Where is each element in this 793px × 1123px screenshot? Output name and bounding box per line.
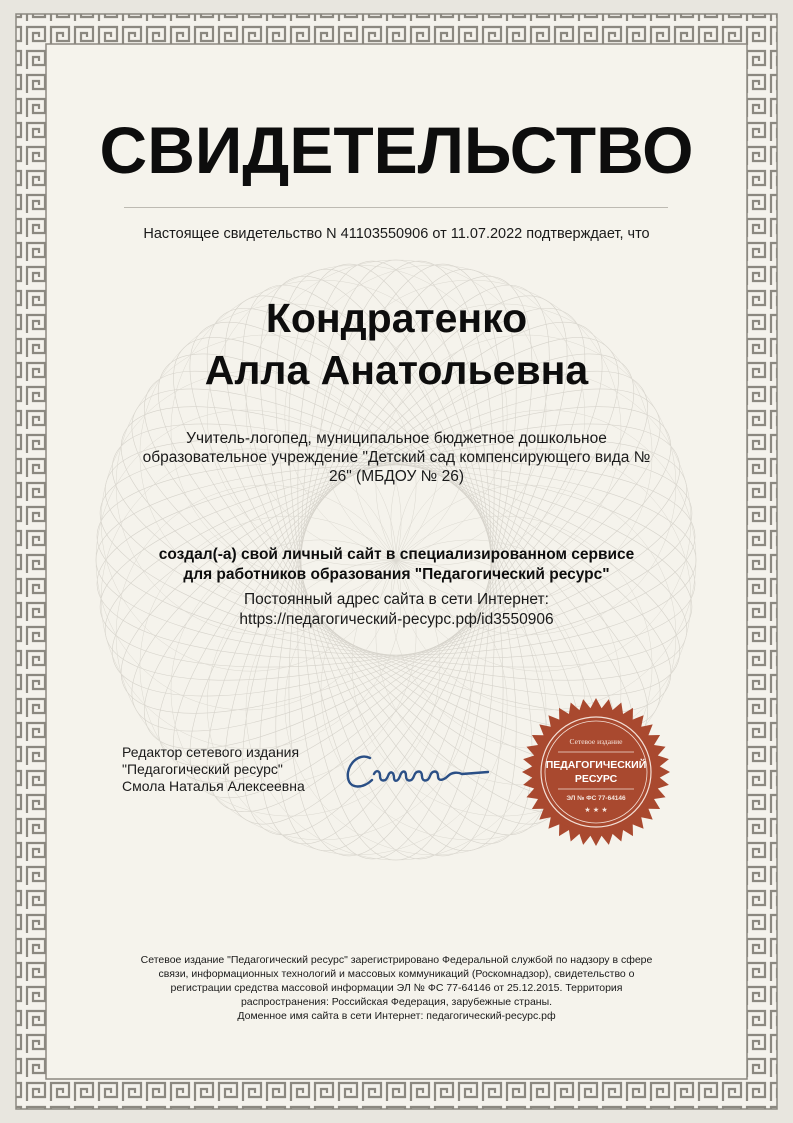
editor-name: Смола Наталья Алексеевна [122,778,305,794]
position-line-3: 26" (МБДОУ № 26) [329,468,464,485]
seal-main-line-1: ПЕДАГОГИЧЕСКИЙ [545,759,647,771]
signature-icon [340,736,500,806]
certificate-intro: Настоящее свидетельство N 41103550906 от 11.07.2022 подтверждает, что [143,226,650,242]
footer-line-2: связи, информационных технологий и массовых коммуникаций (Роскомнадзор), свидетельство о [158,968,635,980]
footer-line-1: Сетевое издание "Педагогический ресурс" зарегистрировано Федеральной службой по надзору в сфере [140,954,653,966]
position-line-2: образовательное учреждение "Детский сад компенсирующего вида № [142,449,651,466]
recipient-position [120,429,673,486]
site-address-label: Постоянный адрес сайта в сети Интернет: [244,591,549,608]
registration-footer [100,953,693,1023]
recipient-given-names: Алла Анатольевна [204,347,589,393]
recipient-name [60,292,733,396]
seal-license: ЭЛ № ФС 77-64146 [566,795,626,802]
editor-publication: "Педагогический ресурс" [122,761,283,777]
title-divider [124,207,668,208]
footer-line-5: Доменное имя сайта в сети Интернет: педагогический-ресурс.рф [237,1010,556,1022]
editor-title: Редактор сетевого издания [122,744,300,760]
editor-block [122,744,362,795]
seal-top-text: Сетевое издание [569,737,623,746]
recipient-surname: Кондратенко [265,295,528,341]
site-address-url: https://педагогический-ресурс.рф/id3550906 [239,611,554,628]
footer-line-3: регистрации средства массовой информации ЭЛ № ФС 77-64146 от 25.12.2015. Территория [170,982,623,994]
seal-stars-icon: ★ ★ ★ [584,806,608,814]
site-address [100,590,693,630]
achievement-text [100,545,693,585]
certificate-title: СВИДЕТЕЛЬСТВО [99,113,694,187]
seal-main-line-2: РЕСУРС [574,773,618,785]
achievement-line-2: для работников образования "Педагогический ресурс" [183,566,610,583]
achievement-line-1: создал(-а) свой личный сайт в специализированном сервисе [158,546,635,563]
footer-line-4: распространения: Российская Федерация, зарубежные страны. [240,996,553,1008]
publication-seal [520,696,672,848]
position-line-1: Учитель-логопед, муниципальное бюджетное дошкольное [186,430,607,447]
